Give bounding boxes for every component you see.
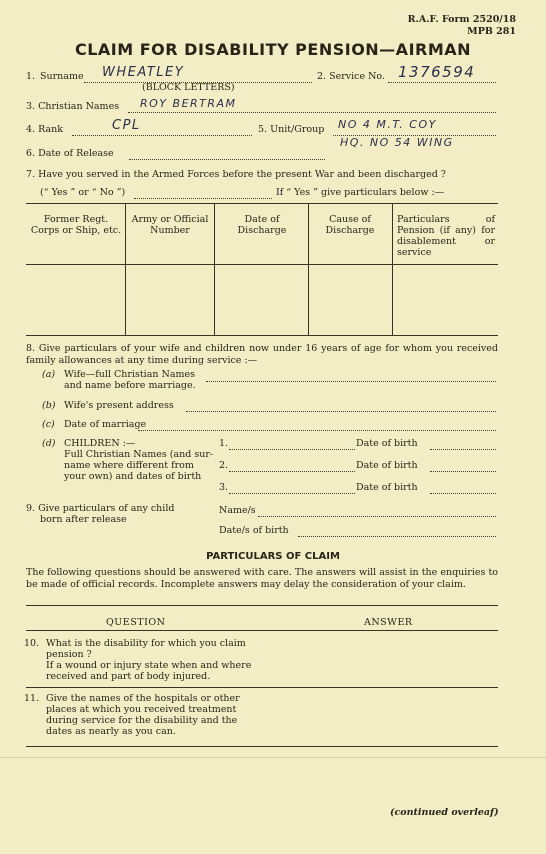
q11-rule — [26, 746, 498, 747]
col-former-regt: Former Regt. Corps or Ship, etc. — [30, 214, 122, 236]
unit-group-label: 5. Unit/Group — [258, 124, 325, 135]
yes-no-hint: (“ Yes ” or “ No ”) — [40, 187, 126, 198]
service-no-field[interactable] — [388, 82, 496, 83]
child-2-name-field[interactable] — [229, 471, 355, 472]
surname-label: Surname — [40, 71, 84, 82]
q11-number: 11. — [24, 693, 40, 704]
service-no-label: 2. Service No. — [317, 71, 386, 82]
wife-names-label-2: and name before marriage. — [64, 380, 196, 391]
continued-overleaf: (continued overleaf) — [390, 807, 499, 818]
col-date-discharge: Date of Discharge — [237, 214, 287, 236]
child-3-dob-field[interactable] — [430, 493, 496, 494]
child-1-dob-field[interactable] — [430, 449, 496, 450]
christian-names-label: 3. Christian Names — [26, 101, 120, 112]
question-header: QUESTION — [106, 617, 166, 628]
q9-label-2: born after release — [40, 514, 127, 525]
marriage-date-field[interactable] — [138, 430, 496, 431]
unit-value-line-2: HQ. NO 54 WING — [340, 136, 454, 149]
surname-value: WHEATLEY — [102, 65, 185, 80]
marriage-date-label: Date of marriage — [64, 419, 147, 430]
claim-heading: PARTICULARS OF CLAIM — [206, 551, 340, 562]
q10-rule — [26, 687, 498, 688]
field-1-number: 1. — [26, 71, 36, 82]
wife-names-label-1: Wife—full Christian Names — [64, 369, 195, 380]
q8b-letter: (b) — [42, 400, 56, 411]
q8-wife-children-question: 8. Give particulars of your wife and children now under 16 years of age for whom you received family allowances at any time during service :— — [26, 343, 498, 366]
q10-number: 10. — [24, 638, 40, 649]
wife-address-field[interactable] — [186, 411, 496, 412]
child-2-number: 2. — [219, 460, 229, 471]
child-2-dob-field[interactable] — [430, 471, 496, 472]
child-3-name-field[interactable] — [229, 493, 355, 494]
wife-address-label: Wife's present address — [64, 400, 174, 411]
child-2-dob-label: Date of birth — [356, 460, 418, 471]
q11-answer-field[interactable] — [272, 705, 496, 706]
q10-line-2: pension ? — [46, 649, 92, 660]
children-label: CHILDREN :— — [64, 438, 136, 449]
q10-line-4: received and part of body injured. — [46, 671, 211, 682]
col-army-number: Army or Official Number — [131, 214, 209, 236]
child-1-name-field[interactable] — [229, 449, 355, 450]
q8d-letter: (d) — [42, 438, 56, 449]
q9-dates-field[interactable] — [298, 536, 496, 537]
q9-names-label: Name/s — [219, 505, 256, 516]
child-1-dob-label: Date of birth — [356, 438, 418, 449]
unit-value-line-1: NO 4 M.T. COY — [338, 118, 437, 131]
child-3-dob-label: Date of birth — [356, 482, 418, 493]
children-desc-1: Full Christian Names (and sur- — [64, 449, 214, 460]
rank-value: CPL — [112, 118, 141, 133]
service-no-value: 1376594 — [398, 63, 476, 81]
particulars-hint: If “ Yes ” give particulars below :— — [276, 187, 445, 198]
answer-header: ANSWER — [364, 617, 413, 628]
q11-line-1: Give the names of the hospitals or other — [46, 693, 240, 704]
q8a-letter: (a) — [42, 369, 56, 380]
q10-line-3: If a wound or injury state when and where — [46, 660, 252, 671]
q11-line-4: dates as nearly as you can. — [46, 726, 176, 737]
block-letters-note: (BLOCK LETTERS) — [142, 82, 235, 93]
claim-intro: The following questions should be answered with care. The answers will assist in the enquiries to be made of official records. Incomplete answers may delay the consideration of your claim. — [26, 567, 498, 590]
col-particulars-pension: Particulars of Pension (if any) for disablement or service — [397, 214, 495, 258]
child-3-number: 3. — [219, 482, 229, 493]
wife-names-field[interactable] — [206, 381, 496, 382]
q9-names-field[interactable] — [258, 516, 496, 517]
previous-service-answer[interactable] — [134, 198, 272, 199]
q11-line-3: during service for the disability and the — [46, 715, 238, 726]
q10-answer-field[interactable] — [272, 648, 496, 649]
q8c-letter: (c) — [42, 419, 55, 430]
form-title: CLAIM FOR DISABILITY PENSION—AIRMAN — [74, 40, 472, 59]
child-1-number: 1. — [219, 438, 229, 449]
rank-label: 4. Rank — [26, 124, 63, 135]
q9-dates-label: Date/s of birth — [219, 525, 289, 536]
q9-label-1: 9. Give particulars of any child — [26, 503, 175, 514]
children-desc-2: name where different from — [64, 460, 194, 471]
paper-fold — [0, 757, 546, 758]
claim-header-rule — [26, 630, 498, 631]
mpb-number: MPB 281 — [467, 26, 516, 37]
christian-names-field[interactable] — [128, 112, 496, 113]
date-of-release-label: 6. Date of Release — [26, 148, 114, 159]
christian-names-value: ROY BERTRAM — [140, 97, 237, 110]
q11-line-2: places at which you received treatment — [46, 704, 237, 715]
q10-line-1: What is the disability for which you claim — [46, 638, 246, 649]
claim-table-top-rule — [26, 605, 498, 606]
children-desc-3: your own) and dates of birth — [64, 471, 202, 482]
form-number: R.A.F. Form 2520/18 — [407, 14, 516, 25]
date-of-release-field[interactable] — [129, 159, 325, 160]
rank-field[interactable] — [72, 135, 252, 136]
col-cause-discharge: Cause of Discharge — [325, 214, 375, 236]
previous-service-question: 7. Have you served in the Armed Forces before the present War and been discharged ? — [26, 169, 446, 180]
